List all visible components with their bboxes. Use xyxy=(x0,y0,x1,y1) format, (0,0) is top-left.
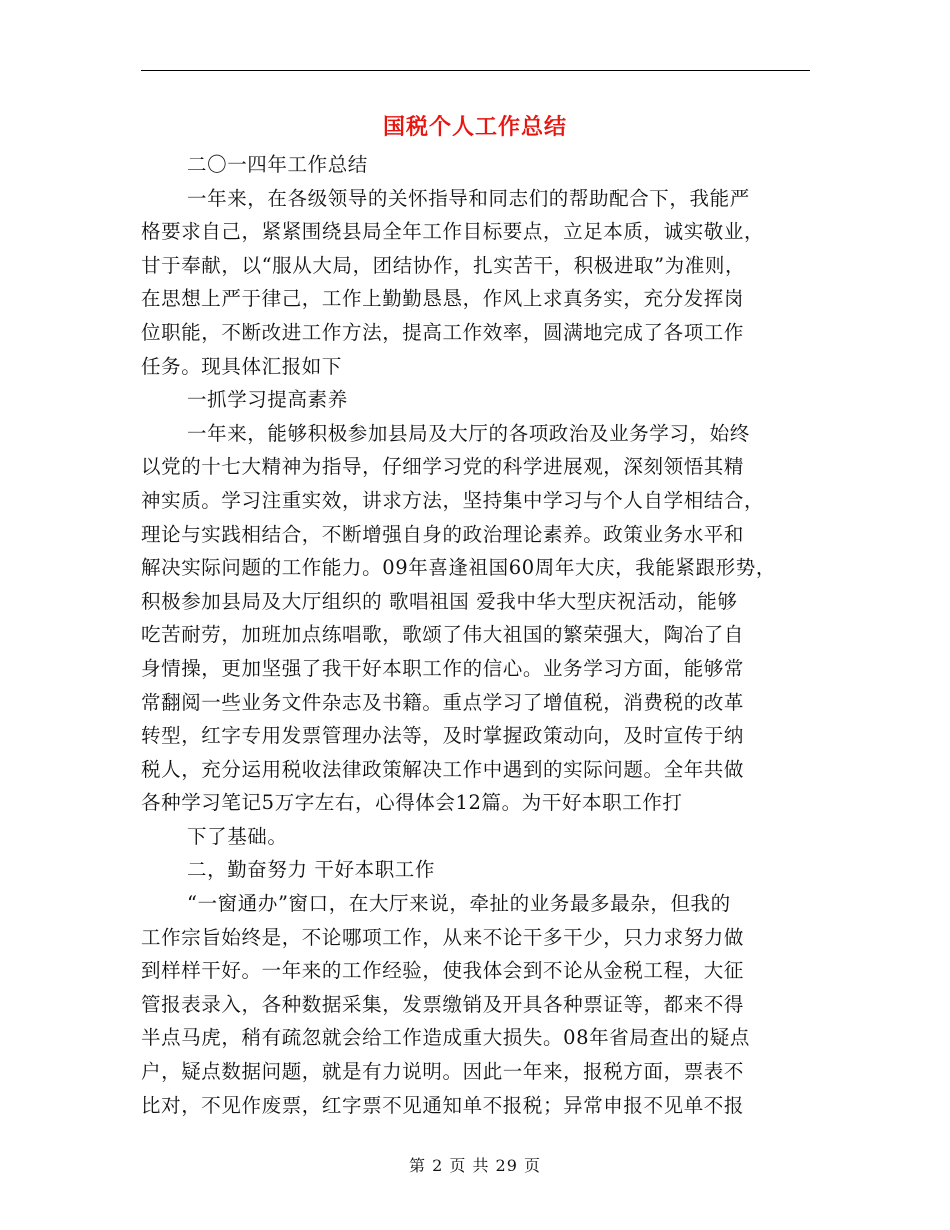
text-line: “一窗通办”窗口，在大厅来说，牵扯的业务最多最杂，但我的 xyxy=(187,892,731,916)
text-line: 神实质。学习注重实效，讲求方法，坚持集中学习与个人自学相结合， xyxy=(141,488,765,512)
text-line: 积极参加县局及大厅组织的 歌唱祖国 爱我中华大型庆祝活动，能够 xyxy=(141,589,738,613)
text-line: 解决实际问题的工作能力。09年喜逢祖国60周年大庆，我能紧跟形势， xyxy=(141,556,776,580)
text-line: 身情操，更加坚强了我干好本职工作的信心。业务学习方面，能够常 xyxy=(141,656,745,680)
text-line: 税人，充分运用税收法律政策解决工作中遇到的实际问题。全年共做 xyxy=(141,757,745,781)
text-line: 到样样干好。一年来的工作经验，使我体会到不论从金税工程，大征 xyxy=(141,959,745,983)
text-line: 吃苦耐劳，加班加点练唱歌，歌颂了伟大祖国的繁荣强大，陶冶了自 xyxy=(141,623,745,647)
text-line: 一年来，在各级领导的关怀指导和同志们的帮助配合下，我能严 xyxy=(187,186,750,210)
text-line: 一抓学习提高素养 xyxy=(187,388,348,412)
text-line: 甘于奉献，以“服从大局，团结协作，扎实苦干，积极进取”为准则， xyxy=(141,253,746,277)
text-line: 位职能，不断改进工作方法，提高工作效率，圆满地完成了各项工作 xyxy=(141,320,745,344)
text-line: 工作宗旨始终是，不论哪项工作，从来不论干多干少，只力求努力做 xyxy=(141,925,745,949)
text-line: 管报表录入，各种数据采集，发票缴销及开具各种票证等，都来不得 xyxy=(141,992,745,1016)
text-line: 格要求自己，紧紧围绕县局全年工作目标要点，立足本质，诚实敬业， xyxy=(141,220,765,244)
text-line: 以党的十七大精神为指导，仔细学习党的科学进展观，深刻领悟其精 xyxy=(141,455,745,479)
text-line: 任务。现具体汇报如下 xyxy=(141,354,343,378)
text-line: 各种学习笔记5万字左右，心得体会12篇。为干好本职工作打 xyxy=(141,791,683,815)
text-line: 在思想上严于律己，工作上勤勤恳恳，作风上求真务实，充分发挥岗 xyxy=(141,287,745,311)
text-line: 转型，红字专用发票管理办法等，及时掌握政策动向，及时宣传于纳 xyxy=(141,724,745,748)
text-line: 半点马虎，稍有疏忽就会给工作造成重大损失。08年省局查出的疑点 xyxy=(141,1026,750,1050)
text-line: 比对，不见作废票，红字票不见通知单不报税；异常申报不见单不报 xyxy=(141,1093,745,1117)
page-footer: 第 2 页 共 29 页 xyxy=(409,1156,541,1175)
text-line: 二，勤奋努力 干好本职工作 xyxy=(187,858,435,882)
document-title: 国税个人工作总结 xyxy=(382,115,567,140)
header-rule xyxy=(141,70,810,71)
text-line: 户，疑点数据问题，就是有力说明。因此一年来，报税方面，票表不 xyxy=(141,1060,745,1084)
text-line: 二〇一四年工作总结 xyxy=(187,153,368,176)
document-body xyxy=(141,148,811,1122)
text-line: 常翻阅一些业务文件杂志及书籍。重点学习了增值税，消费税的改革 xyxy=(141,690,745,714)
text-line: 理论与实践相结合，不断增强自身的政治理论素养。政策业务水平和 xyxy=(141,522,745,546)
text-line: 一年来，能够积极参加县局及大厅的各项政治及业务学习，始终 xyxy=(187,421,750,445)
text-line: 下了基础。 xyxy=(187,824,288,848)
